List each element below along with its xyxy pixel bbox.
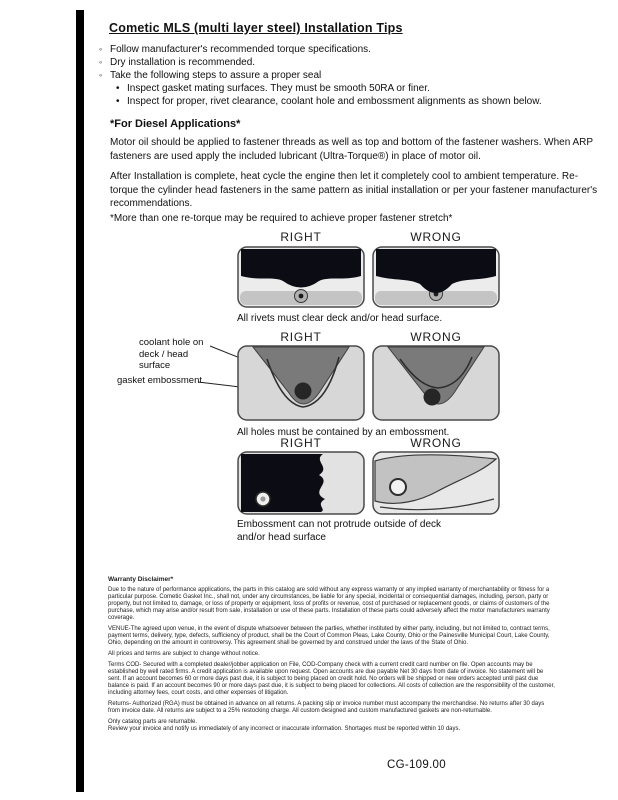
disclaimer-paragraph: VENUE-The agreed upon venue, in the event of dispute whatsoever between the parties, whether instituted by either party, including, but not limited to, contract terms, payment terms, delivery, type, defects, sufficiency of product, shall be the Court of Common Pleas, Lake County, Ohio or the Painesville Municipal Court, Lake County, Ohio, depending on the amount in controversy. This agreement shall be governed by and construed under the laws of the State of Ohio. <box>108 626 550 646</box>
retorque-note: *More than one re-torque may be required to achieve proper fastener stretch* <box>110 213 453 224</box>
disclaimer-paragraph: Returns- Authorized (RGA) must be obtained in advance on all returns. A packing slip or invoice number must accompany the merchandise. No returns after 30 days from invoice date. All returns are subject to a 25% restocking charge. All custom designed and custom manufactured gaskets are non-returnable. <box>108 701 545 714</box>
list-item-text: Take the following steps to assure a proper seal <box>110 70 322 81</box>
rivet-wrong-icon <box>372 246 500 308</box>
bullet-icon: ◦ <box>99 70 103 80</box>
embossment-containment-wrong-diagram <box>372 345 500 421</box>
embossment-wrong-icon <box>372 345 500 421</box>
warranty-disclaimer <box>108 576 555 737</box>
scan-edge-artifact <box>76 10 84 792</box>
right-label-row3: RIGHT <box>280 436 322 450</box>
list-item <box>99 56 585 69</box>
gasket-embossment-annotation: gasket embossment <box>117 375 203 386</box>
list-item <box>99 43 585 56</box>
list-item-text: Inspect for proper, rivet clearance, coolant hole and embossment alignments as shown below. <box>127 96 542 107</box>
rivet-right-icon <box>237 246 365 308</box>
protrusion-right-icon <box>237 451 365 515</box>
rivet-caption: All rivets must clear deck and/or head surface. <box>237 313 443 324</box>
list-item-text: Dry installation is recommended. <box>110 57 256 68</box>
protrusion-wrong-icon <box>372 451 500 515</box>
list-item <box>116 82 585 95</box>
protrusion-right-diagram <box>237 451 365 515</box>
diesel-paragraph-retorque: After Installation is complete, heat cycle the engine then let it completely cool to ambient temperature. Re-torque the cylinder head fasteners in the same pattern as initial installation or per your fastener manufacturer's recommendations. <box>110 171 598 209</box>
embossment-right-icon <box>237 345 365 421</box>
wrong-label-row3: WRONG <box>410 436 462 450</box>
coolant-hole-annotation-line1: coolant hole on <box>139 337 204 348</box>
rivet-clearance-right-diagram <box>237 246 365 308</box>
hole-caption: All holes must be contained by an embossment. <box>237 427 450 438</box>
right-label-row1: RIGHT <box>280 230 322 244</box>
wrong-label-row2: WRONG <box>410 330 462 344</box>
installation-tips-list <box>99 43 585 108</box>
list-item <box>99 69 585 82</box>
right-label-row2: RIGHT <box>280 330 322 344</box>
disclaimer-paragraph: Review your invoice and notify us immediately of any incorrect or inaccurate information. Shortages must be reported within 10 days. <box>108 726 461 732</box>
disclaimer-paragraph: Due to the nature of performance applications, the parts in this catalog are sold without any express warranty or any implied warranty of merchantability or fitness for a particular purpose. Cometic Gasket Inc., shall not, under any circumstances, be liable for any special, incidental or consequential damages, including, person, party or property, but not limited to, damage, or loss of property or equipment, loss of profits or revenue, cost of purchased or replacement goods, or claims of customers of the purchase, which may arise and/or result from sale, installation or use of these parts. Installation of these parts could adversely affect the motor manufacturers warranty coverage. <box>108 587 550 621</box>
sub-bullet-icon: • <box>116 83 120 94</box>
protrusion-wrong-diagram <box>372 451 500 515</box>
disclaimer-paragraph: All prices and terms are subject to change without notice. <box>108 651 260 657</box>
sub-bullet-icon: • <box>116 96 120 107</box>
coolant-hole-annotation-line2: deck / head surface <box>139 348 189 371</box>
disclaimer-paragraph: Terms COD- Secured with a completed dealer/jobber application on File, COD-Company check with a current credit card number on file. Open accounts may be established by well rated firms. A credit application is available upon request. Open accounts are due payable Net 30 days from date of invoice. No statement will be sent. If an account becomes 60 or more days past due, it is subject to being placed on credit hold. No orders will be shipped or new orders accepted until past due balance is paid. If an account becomes 90 or more days past due, it is subject to being placed for collections. All costs of collection are the responsibility of the customer, including attorney fees, court costs, and other expenses of litigation. <box>108 662 555 696</box>
list-item-text: Follow manufacturer's recommended torque specifications. <box>110 44 371 55</box>
page-number: CG-109.00 <box>387 759 446 771</box>
list-item-text: Inspect gasket mating surfaces. They must be smooth 50RA or finer. <box>127 83 430 94</box>
bullet-icon: ◦ <box>99 44 103 54</box>
diesel-paragraph-oil: Motor oil should be applied to fastener threads as well as top and bottom of the fastener washers. When ARP fasteners are used apply the included lubricant (Ultra-Torque®) in place of motor oil. <box>110 137 593 162</box>
disclaimer-paragraph: Only catalog parts are returnable. <box>108 719 198 725</box>
embossment-containment-right-diagram <box>237 345 365 421</box>
diesel-applications-heading: *For Diesel Applications* <box>110 118 241 130</box>
list-item <box>116 95 585 108</box>
bullet-icon: ◦ <box>99 57 103 67</box>
disclaimer-heading: Warranty Disclaimer* <box>108 576 174 583</box>
wrong-label-row1: WRONG <box>410 230 462 244</box>
embossment-caption: Embossment can not protrude outside of deck and/or head surface <box>237 519 442 543</box>
page-title: Cometic MLS (multi layer steel) Installation Tips <box>109 21 403 35</box>
rivet-clearance-wrong-diagram <box>372 246 500 308</box>
